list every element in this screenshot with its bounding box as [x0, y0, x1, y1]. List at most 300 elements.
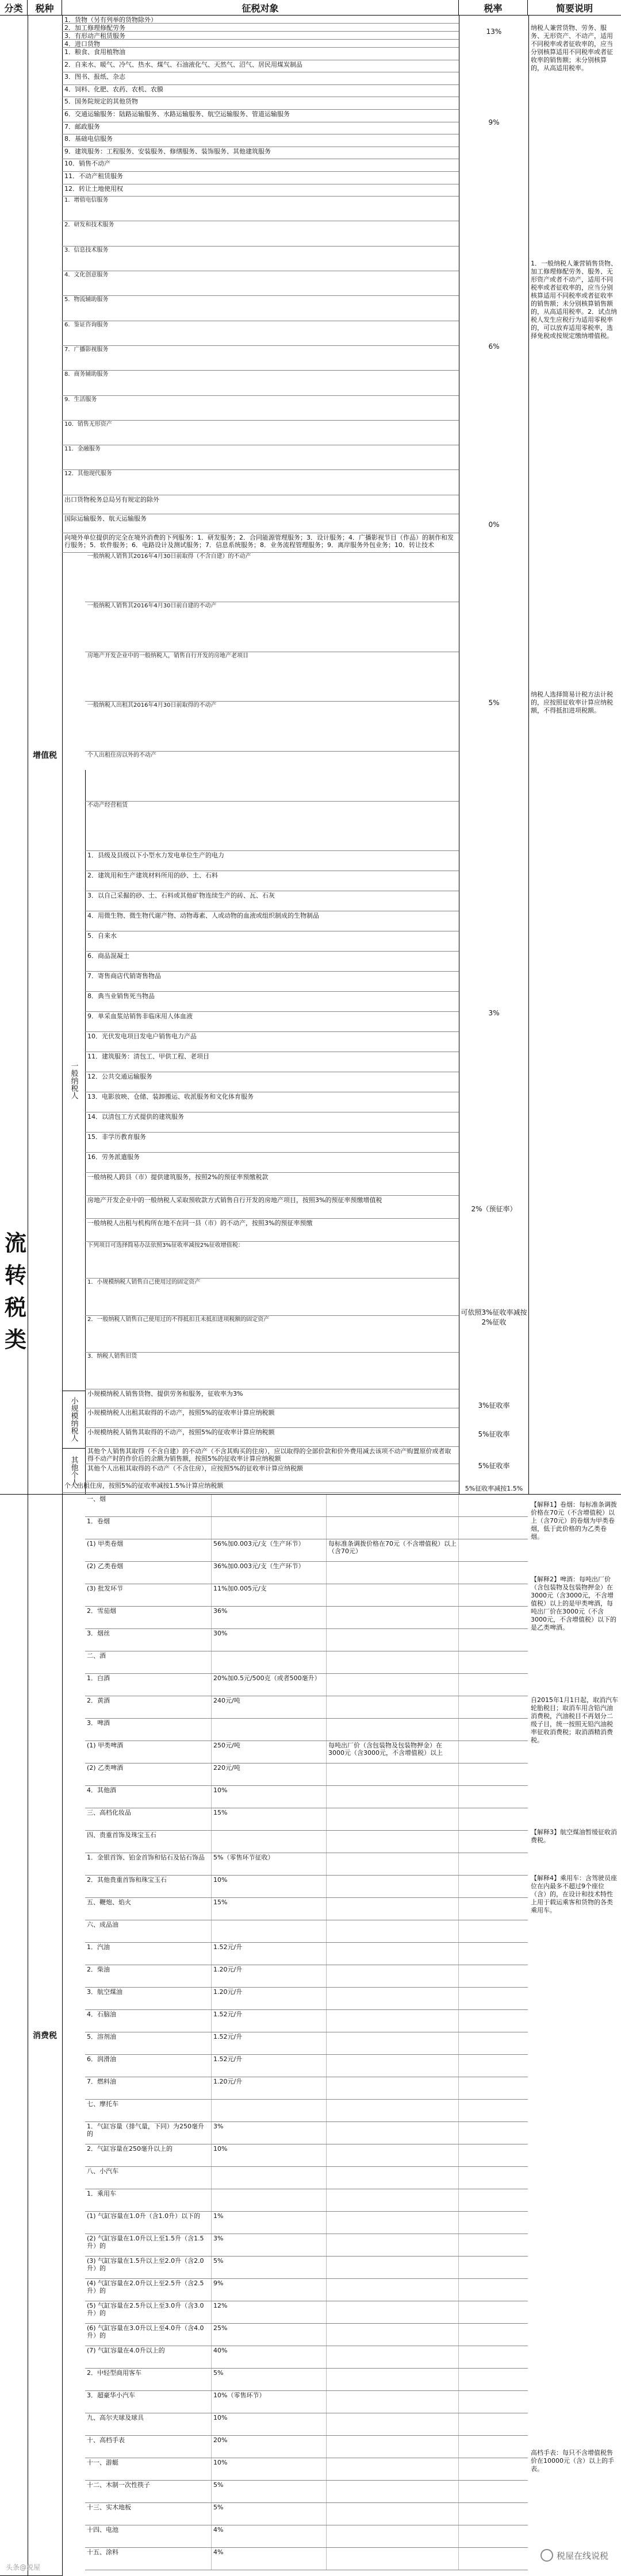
vat-note-main: 纳税人兼营货物、劳务、服务、无形资产、不动产，适用不同税率或者征收率的，应当分别核算适用不同税率或者征收率的销售额；未分别核算的，从高适用税率。: [531, 24, 613, 72]
vat-row: 2．建筑用和生产建筑材料所用的砂、土、石料: [85, 871, 459, 891]
rate-13: 13%: [459, 16, 529, 48]
header-note: 简要说明: [555, 2, 593, 14]
ct-cell-item: 6．润滑油: [85, 2055, 212, 2077]
ct-cell-rate: 1.52元/升: [212, 1943, 327, 1965]
vat-row: 8．商务辅助服务: [62, 371, 459, 395]
ct-note-4: 【解释3】航空煤油暂缓征收消费税。: [531, 1828, 617, 1844]
ct-cell-rate: 1.20元/升: [212, 1965, 327, 1987]
ct-cell-item: 五、鞭炮、焰火: [85, 1898, 212, 1920]
vat-row: 1．小规模纳税人销售自己使用过的固定资产: [85, 1279, 459, 1315]
ct-cell-rate: [212, 1651, 327, 1673]
ct-cell-item: 十、高档手表: [85, 2436, 212, 2458]
vat-row: 一般纳税人跨县（市）提供建筑服务，按照2%的预征率预缴税款: [85, 1173, 459, 1196]
ct-cell-item: 3．烟丝: [85, 1629, 212, 1651]
category-label: 流转税类: [1, 1231, 26, 1360]
ct-table-row: [85, 2503, 528, 2525]
vat-row: 其他个人销售其取得（不含自建）的不动产（不含其购买的住房），应以取得的全部价款和价外费用减去该项不动产购置原价或者取得不动产时的作价后的余额为销售额，按照5%的征收率计算应纳税额: [85, 1447, 459, 1464]
ct-table-row: [85, 1629, 528, 1651]
ct-cell-remark: [327, 2010, 459, 2032]
watermark: [540, 2549, 608, 2562]
vat-row: 6．鉴证咨询服务: [62, 321, 459, 346]
ct-cell-item: (2) 气缸容量在1.0升以上至1.5升（含1.5升）的: [85, 2234, 212, 2256]
ct-cell-item: 2．其他贵重首饰和珠宝玉石: [85, 1876, 212, 1897]
ct-cell-rate: 1.52元/升: [212, 2010, 327, 2032]
vat-row: 12．公共交通运输服务: [85, 1072, 459, 1092]
ct-cell-rate: 20%加0.5元/500克（或者500毫升）: [212, 1674, 327, 1696]
rate-reduced: 可依照3%征收率减按2%征收: [459, 1243, 529, 1391]
ct-cell-item: 4．其他酒: [85, 1786, 212, 1808]
ct-cell-rate: 15%: [212, 1898, 327, 1920]
vat-row: 11．金融服务: [62, 445, 459, 470]
ct-cell-rate: 4%: [212, 2525, 327, 2547]
ct-table-row: [85, 1786, 528, 1808]
ct-cell-item: 九、高尔夫球及球具: [85, 2413, 212, 2435]
ct-cell-item: 1．金银首饰、铂金首饰和钻石及钻石饰品: [85, 1853, 212, 1875]
ct-cell-rate: 15%: [212, 1808, 327, 1830]
rate-other: 5%征收率: [459, 1448, 529, 1483]
ct-table-row: [85, 1853, 528, 1876]
vat-row: 房地产开发企业中的一般纳税人采取预收款方式销售自行开发的房地产项目，按照3%的预征率预缴增值税: [85, 1196, 459, 1219]
ct-cell-item: (6) 气缸容量在3.0升以上至4.0升（含4.0升）的: [85, 2324, 212, 2346]
vat-row: 小规模纳税人销售其取得的不动产，按照5%的征收率计算应纳税额: [85, 1428, 459, 1447]
ct-cell-rate: 40%: [212, 2346, 327, 2368]
ct-cell-remark: [327, 1876, 459, 1897]
vat-row: 12．转让土地使用权: [62, 184, 459, 197]
vat-row: 6．交通运输服务：陆路运输服务、水路运输服务、航空运输服务、管道运输服务: [62, 110, 459, 122]
ct-cell-remark: [327, 1763, 459, 1785]
ct-cell-item: 六、成品油: [85, 1920, 212, 1942]
ct-cell-rate: 3%: [212, 2122, 327, 2144]
vat-row: 一般纳税人销售其2016年4月30日前取得（不含自建）的不动产: [85, 553, 459, 603]
ct-cell-rate: 11%加0.005元/支: [212, 1584, 327, 1606]
ct-cell-item: 八、小汽车: [85, 2167, 212, 2189]
ct-table-row: [85, 2548, 528, 2570]
vat-label: 增值税: [33, 750, 57, 760]
vat-rows: [62, 16, 459, 1493]
ct-cell-item: (5) 气缸容量在2.5升以上至3.0升（含3.0升）的: [85, 2301, 212, 2323]
ct-table-row: [85, 2458, 528, 2481]
ct-cell-item: (7) 气缸容量在4.0升以上的: [85, 2346, 212, 2368]
ct-table-row: [85, 2167, 528, 2189]
ct-note-3: 自2015年1月1日起，取消汽车轮胎税目；取消车用含铅汽油消费税，汽油税目不再划分二级子目，统一按照无铅汽油税率征收消费税；取消酒精消费税。: [531, 1696, 618, 1744]
ct-cell-rate: 5%: [212, 2481, 327, 2502]
ct-cell-rate: 1.20元/升: [212, 2077, 327, 2099]
ct-cell-rate: 4%: [212, 2548, 327, 2570]
vat-row: 不动产经营租赁: [85, 802, 459, 852]
ct-cell-remark: [327, 2391, 459, 2413]
vat-row: 国际运输服务、航天运输服务: [62, 514, 459, 533]
vat-row: 2．研发和技术服务: [62, 221, 459, 246]
vat-row: 7．寄售商店代销寄售物品: [85, 972, 459, 992]
ct-cell-remark: [327, 1853, 459, 1875]
ct-table-row: [85, 2077, 528, 2100]
ct-table-row: [85, 1651, 528, 1674]
header-rate: 税率: [459, 0, 528, 15]
ct-table-row: [85, 1495, 528, 1517]
ct-table-row: [85, 2032, 528, 2055]
ct-table-row: [85, 2413, 528, 2436]
ct-cell-remark: [327, 2436, 459, 2458]
rate-footer: 5%征收率减按1.5%: [459, 1483, 529, 1494]
ct-cell-remark: [327, 1495, 459, 1516]
ct-cell-rate: 30%: [212, 1629, 327, 1651]
rate-5: 5%: [459, 553, 529, 852]
ct-table-row: [85, 1674, 528, 1696]
ct-cell-remark: [327, 1562, 459, 1584]
vat-row: 1．增值电信服务: [62, 197, 459, 221]
ct-table-row: [85, 1988, 528, 2010]
vat-row: 1．粮食、食用植物油: [62, 48, 459, 60]
ct-cell-remark: [327, 1786, 459, 1808]
ct-cell-item: 4．石脑油: [85, 2010, 212, 2032]
vat-row: 3．有形动产租赁服务: [62, 32, 459, 40]
rate-0: 0%: [459, 496, 529, 553]
ct-cell-remark: [327, 2189, 459, 2211]
ct-table-row: [85, 1696, 528, 1719]
vat-row: 9．单采血浆站销售非临床用人体血液: [85, 1012, 459, 1032]
ct-cell-remark: [327, 1808, 459, 1830]
rate-prepay: 2%（预征率）: [459, 1174, 529, 1243]
vat-row: 7．广播影视服务: [62, 346, 459, 371]
vat-row: 5．自来水: [85, 931, 459, 952]
ct-table-row: [85, 1763, 528, 1786]
ct-table-row: [85, 1876, 528, 1898]
ct-cell-item: 1．汽油: [85, 1943, 212, 1965]
vat-row: 4．进口货物: [62, 40, 459, 48]
ct-cell-rate: [212, 2189, 327, 2211]
ct-cell-remark: [327, 2234, 459, 2256]
ct-table-row: [85, 2212, 528, 2234]
ct-cell-rate: 3%: [212, 2234, 327, 2256]
ct-cell-remark: [327, 1920, 459, 1942]
ct-table-row: [85, 2436, 528, 2458]
ct-cell-remark: [327, 2212, 459, 2234]
ct-cell-item: 3．啤酒: [85, 1719, 212, 1741]
vat-row: 10．销售无形资产: [62, 421, 459, 445]
ct-cell-rate: 220元/吨: [212, 1763, 327, 1785]
ct-cell-remark: [327, 2032, 459, 2054]
ct-cell-item: 1．乘用车: [85, 2189, 212, 2211]
ct-note-5: 【解释4】乘用车：含驾驶员座位在内最多不超过9个座位（含）的，在设计和技术特性上用于载运乘客和货物的各类乘用车。: [531, 1874, 617, 1914]
vat-row: 个人出租住房以外的不动产: [85, 752, 459, 802]
vat-row: 小规模纳税人销售货物、提供劳务和服务，征收率为3%: [85, 1389, 459, 1408]
ct-cell-remark: [327, 2144, 459, 2166]
ct-cell-rate: 240元/吨: [212, 1696, 327, 1718]
vat-general-label: 一般纳税人: [69, 1061, 78, 1099]
ct-cell-item: 7．燃料油: [85, 2077, 212, 2099]
ct-table-row: [85, 1539, 528, 1562]
ct-cell-remark: [327, 1629, 459, 1651]
ct-cell-item: 十二、木制一次性筷子: [85, 2481, 212, 2502]
ct-cell-remark: [327, 1607, 459, 1628]
ct-cell-remark: [327, 1943, 459, 1965]
ct-table-row: [85, 2055, 528, 2077]
ct-cell-rate: [212, 1495, 327, 1516]
ct-table-row: [85, 2144, 528, 2167]
ct-cell-rate: 250元/吨: [212, 1741, 327, 1763]
ct-cell-item: 3．航空煤油: [85, 1988, 212, 2009]
ct-cell-rate: 10%（零售环节）: [212, 2391, 327, 2413]
ct-cell-item: 5．溶剂油: [85, 2032, 212, 2054]
ct-cell-item: 十三、实木地板: [85, 2503, 212, 2525]
ct-cell-rate: 36%加0.003元/支（生产环节）: [212, 1562, 327, 1584]
ct-cell-rate: 20%: [212, 2436, 327, 2458]
ct-note-1: 【解释1】卷烟：每标准条调拨价格在70元（不含增值税）以上（含70元）的卷烟为甲类卷烟，低于此价格的为乙类卷烟。: [531, 1501, 617, 1541]
ct-cell-rate: 5%: [212, 2503, 327, 2525]
vat-row: 小规模纳税人出租其取得的不动产，按照5%的征收率计算应纳税额: [85, 1408, 459, 1427]
ct-cell-item: 二、酒: [85, 1651, 212, 1673]
ct-cell-item: 3．超豪华小汽车: [85, 2391, 212, 2413]
ct-cell-remark: [327, 2167, 459, 2189]
table-header: [0, 0, 621, 16]
rate-3: 3%: [459, 852, 529, 1174]
ct-cell-rate: 10%: [212, 2413, 327, 2435]
vat-row: 13．电影放映、仓储、装卸搬运、收派服务和文化体育服务: [85, 1092, 459, 1112]
vat-row: 5．国务院规定的其他货物: [62, 97, 459, 110]
ct-cell-item: 十一、游艇: [85, 2458, 212, 2480]
vat-row: 一般纳税人出租其2016年4月30日前取得的不动产: [85, 702, 459, 752]
vat-row: 16．劳务派遣服务: [85, 1153, 459, 1173]
ct-cell-item: (2) 乙类卷烟: [85, 1562, 212, 1584]
ct-table-row: [85, 1831, 528, 1853]
ct-cell-item: (3) 批发环节: [85, 1584, 212, 1606]
ct-cell-rate: [212, 2167, 327, 2189]
ct-cell-remark: 每吨出厂价（含包装物及包装物押金）在3000元（含3000元，不含增值税）以上: [327, 1741, 459, 1763]
vat-row: 一般纳税人销售其2016年4月30日前自建的不动产: [85, 602, 459, 652]
vat-row: 向境外单位提供的完全在境外消费的下列服务：1．研发服务；2．合同能源管理服务；3．设计服务；4．广播影视节目（作品）的制作和发行服务；5．软件服务；6．电路设计及测试服务；7．信息系统服务；8．业务流程管理服务；9．离岸服务外包业务；10．转让技术: [62, 533, 459, 552]
ct-cell-remark: [327, 1584, 459, 1606]
ct-cell-item: 十四、电池: [85, 2525, 212, 2547]
ct-cell-rate: [212, 1517, 327, 1539]
ct-note-2: 【解释2】啤酒：每吨出厂价（含包装物及包装物押金）在3000元（含3000元，不含增值税）以上的是甲类啤酒，每吨出厂价在3000元（不含3000元，不含增值税）以下的是乙类啤酒。: [531, 1576, 616, 1631]
ct-cell-item: (1) 甲类卷烟: [85, 1539, 212, 1561]
ct-cell-rate: [212, 1719, 327, 1741]
ct-cell-item: 1．卷烟: [85, 1517, 212, 1539]
ct-cell-item: 一、烟: [85, 1495, 212, 1516]
ct-cell-item: (1) 气缸容量在1.0升（含1.0升）以下的: [85, 2212, 212, 2234]
vat-note-3: 纳税人选择简易计税方法计税的，应按照征收率计算应纳税额，不得抵扣进项税额。: [531, 691, 613, 714]
ct-cell-rate: 1%: [212, 2212, 327, 2234]
ct-cell-rate: [212, 1831, 327, 1853]
vat-row: 下列项目可选择简易办法依照3%征收率减按2%征收增值税：: [85, 1242, 459, 1279]
ct-table-row: [85, 2100, 528, 2122]
vat-row: 3．以自己采掘的砂、土、石料或其他矿物连续生产的砖、瓦、石灰: [85, 891, 459, 911]
ct-cell-item: (4) 气缸容量在2.0升以上至2.5升（含2.5升）的: [85, 2279, 212, 2301]
ct-cell-rate: 1.52元/升: [212, 2032, 327, 2054]
ct-table-row: [85, 1943, 528, 1965]
vat-row: 3．图书、报纸、杂志: [62, 72, 459, 85]
vat-row: 一般纳税人出租与机构所在地不在同一县（市）的不动产，按照3%的预征率预缴: [85, 1219, 459, 1242]
vat-row: 2．自来水、暖气、冷气、热水、煤气、石油液化气、天然气、沼气、居民用煤炭制品: [62, 60, 459, 73]
ct-cell-rate: 56%加0.003元/支（生产环节）: [212, 1539, 327, 1561]
ct-cell-remark: [327, 2346, 459, 2368]
ct-cell-remark: [327, 2257, 459, 2278]
vat-row: 房地产开发企业中的一般纳税人，销售自行开发的房地产老项目: [85, 652, 459, 702]
ct-cell-rate: 5%: [212, 2369, 327, 2390]
header-category: 分类: [0, 0, 28, 15]
ct-table-row: [85, 2257, 528, 2279]
ct-cell-item: 2．中轻型商用客车: [85, 2369, 212, 2390]
ct-cell-rate: [212, 2100, 327, 2121]
ct-cell-remark: [327, 2548, 459, 2570]
vat-row: 9．生活服务: [62, 396, 459, 421]
ct-cell-rate: 36%: [212, 1607, 327, 1628]
ct-cell-rate: 5%（零售环节征收）: [212, 1853, 327, 1875]
ct-cell-item: 2．黄酒: [85, 1696, 212, 1718]
vat-row: 3．纳税人销售旧货: [85, 1353, 459, 1389]
ct-table-row: [85, 2324, 528, 2346]
vat-row: 8．典当业销售死当物品: [85, 992, 459, 1012]
ct-table-row: [85, 2189, 528, 2212]
ct-table-row: [85, 1517, 528, 1539]
ct-table-row: [85, 1562, 528, 1584]
header-object: 征税对象: [62, 0, 459, 15]
ct-table-row: [85, 1920, 528, 1943]
ct-table-row: [85, 2010, 528, 2032]
ct-cell-remark: [327, 2369, 459, 2390]
vat-row: 15．非学历教育服务: [85, 1133, 459, 1153]
ct-cell-rate: 1.20元/升: [212, 1988, 327, 2009]
ct-cell-item: 2．柴油: [85, 1965, 212, 1987]
vat-row: 9．建筑服务：工程服务、安装服务、修缮服务、装饰服务、其他建筑服务: [62, 147, 459, 160]
ct-cell-item: 1．白酒: [85, 1674, 212, 1696]
ct-cell-remark: [327, 2503, 459, 2525]
ct-table-row: [85, 2279, 528, 2301]
consumption-cell: [28, 1495, 63, 2576]
ct-cell-remark: [327, 2122, 459, 2144]
vat-row: 8．基础电信服务: [62, 134, 459, 147]
ct-table-row: [85, 1965, 528, 1988]
ct-table-row: [85, 1584, 528, 1607]
vat-other-label: 其他个人: [69, 1456, 78, 1486]
ct-table-row: [85, 1719, 528, 1741]
ct-cell-remark: [327, 2100, 459, 2121]
ct-cell-rate: 10%: [212, 1786, 327, 1808]
ct-cell-remark: [327, 1898, 459, 1920]
vat-row: 11．不动产租赁服务: [62, 172, 459, 184]
ct-table-row: [85, 1741, 528, 1763]
vat-row: 个人出租住房，按照5%的征收率减按1.5%计算应纳税额: [62, 1481, 459, 1493]
ct-cell-item: (3) 气缸容量在1.5升以上至2.0升（含2.0升）的: [85, 2257, 212, 2278]
ct-cell-remark: [327, 1517, 459, 1539]
category-cell: [0, 16, 28, 2576]
ct-table-row: [85, 1898, 528, 1920]
ct-cell-remark: [327, 1674, 459, 1696]
ct-cell-remark: [327, 2077, 459, 2099]
ct-cell-remark: [327, 1831, 459, 1853]
rate-small-5: 5%征收率: [459, 1419, 529, 1448]
ct-cell-rate: 5%: [212, 2257, 327, 2278]
vat-row: 2．加工修理修配劳务: [62, 24, 459, 32]
vat-note-2: 1．一般纳税人兼营销售货物、加工修理修配劳务、服务、无形资产或者不动产，适用不同税率或者征收率的，应当分别核算适用不同税率或者征收率的销售额；未分别核算销售额的，从高适用税率。2．试点纳税人发生应税行为适用零税率的，可以放弃适用零税率，选择免税或按规定缴纳增值税。: [531, 260, 617, 340]
ct-cell-remark: [327, 1696, 459, 1718]
ct-cell-remark: [327, 2413, 459, 2435]
vat-small-label: 小规模纳税人: [69, 1397, 78, 1442]
ct-note-6: 高档手表：每只不含增值税售价在10000元（含）以上的手表。: [531, 2449, 614, 2473]
ct-table-row: [85, 2234, 528, 2257]
vat-row: 10．销售不动产: [62, 159, 459, 172]
ct-cell-item: (2) 乙类啤酒: [85, 1763, 212, 1785]
vat-row: 12．其他现代服务: [62, 470, 459, 495]
ct-cell-item: 四、贵重首饰及珠宝玉石: [85, 1831, 212, 1853]
wechat-icon: [540, 2549, 553, 2562]
logo-bottom-left: 头条@税屋: [6, 2563, 41, 2571]
ct-cell-item: 2．雪茄烟: [85, 1607, 212, 1628]
vat-row: 4．用微生物、微生物代谢产物、动物毒素、人或动物的血液或组织制成的生物制品: [85, 911, 459, 931]
ct-cell-item: 三、高档化妆品: [85, 1808, 212, 1830]
ct-cell-remark: [327, 2279, 459, 2301]
ct-cell-rate: [212, 1920, 327, 1942]
ct-table-row: [85, 2122, 528, 2144]
ct-cell-remark: [327, 2055, 459, 2077]
ct-cell-remark: [327, 1965, 459, 1987]
vat-row: 3．信息技术服务: [62, 247, 459, 271]
ct-cell-rate: 25%: [212, 2324, 327, 2346]
ct-table-row: [85, 1607, 528, 1629]
rate-9: 9%: [459, 48, 529, 197]
ct-cell-rate: 10%: [212, 2144, 327, 2166]
vat-row: 5．物流辅助服务: [62, 296, 459, 321]
ct-cell-rate: 10%: [212, 1876, 327, 1897]
vat-row: 14．以清包工方式提供的建筑服务: [85, 1112, 459, 1133]
ct-cell-remark: [327, 1719, 459, 1741]
vat-row: 出口货物税务总局另有规定的除外: [62, 495, 459, 514]
ct-cell-item: 2．气缸容量在250毫升以上的: [85, 2144, 212, 2166]
ct-cell-remark: [327, 1651, 459, 1673]
header-tax-type: 税种: [28, 0, 62, 15]
ct-cell-item: 1．气缸容量（排气量，下同）为250毫升的: [85, 2122, 212, 2144]
ct-cell-remark: [327, 2458, 459, 2480]
consumption-label: 消费税: [33, 2031, 57, 2040]
ct-table-row: [85, 2369, 528, 2391]
ct-cell-rate: 12%: [212, 2301, 327, 2323]
ct-cell-remark: [327, 1988, 459, 2009]
vat-cell: [28, 16, 63, 1495]
ct-table-row: [85, 2301, 528, 2324]
vat-row: 4．文化创意服务: [62, 271, 459, 296]
ct-cell-remark: 每标准条调拨价格在70元（不含增值税）以上（含70元）: [327, 1539, 459, 1561]
vat-row: 7．邮政服务: [62, 122, 459, 135]
consumption-rows: [62, 1495, 528, 2570]
ct-table-row: [85, 2481, 528, 2503]
rate-small-3: 3%征收率: [459, 1391, 529, 1419]
vat-row: 4．饲料、化肥、农药、农机、农膜: [62, 85, 459, 98]
watermark-text: 税屋在线说税: [556, 2550, 608, 2561]
vat-row: 10．光伏发电项目发电户销售电力产品: [85, 1032, 459, 1052]
ct-table-row: [85, 1808, 528, 1831]
vat-row: 11．建筑服务：清包工、甲供工程、老项目: [85, 1052, 459, 1072]
ct-cell-item: 十五、涂料: [85, 2548, 212, 2570]
ct-cell-rate: 10%: [212, 2458, 327, 2480]
ct-cell-remark: [327, 2324, 459, 2346]
ct-cell-item: 七、摩托车: [85, 2100, 212, 2121]
ct-cell-remark: [327, 2301, 459, 2323]
ct-cell-rate: 1.52元/升: [212, 2055, 327, 2077]
ct-cell-remark: [327, 2525, 459, 2547]
rate-6: 6%: [459, 197, 529, 496]
ct-cell-item: (1) 甲类啤酒: [85, 1741, 212, 1763]
ct-table-row: [85, 2346, 528, 2369]
ct-table-row: [85, 2525, 528, 2548]
vat-row: 1．县级及县级以下小型水力发电单位生产的电力: [85, 851, 459, 871]
vat-row: 其他个人出租其取得的不动产（不含住房），应按照5%的征收率计算应纳税额: [85, 1464, 459, 1481]
vat-row: 6．商品混凝土: [85, 952, 459, 972]
ct-cell-remark: [327, 2481, 459, 2502]
vat-row: 2．一般纳税人销售自己使用过的不得抵扣且未抵扣进项税额的固定资产: [85, 1316, 459, 1353]
ct-cell-rate: 9%: [212, 2279, 327, 2301]
vat-row: 1．货物（另有列举的货物除外）: [62, 16, 459, 24]
ct-table-row: [85, 2391, 528, 2413]
